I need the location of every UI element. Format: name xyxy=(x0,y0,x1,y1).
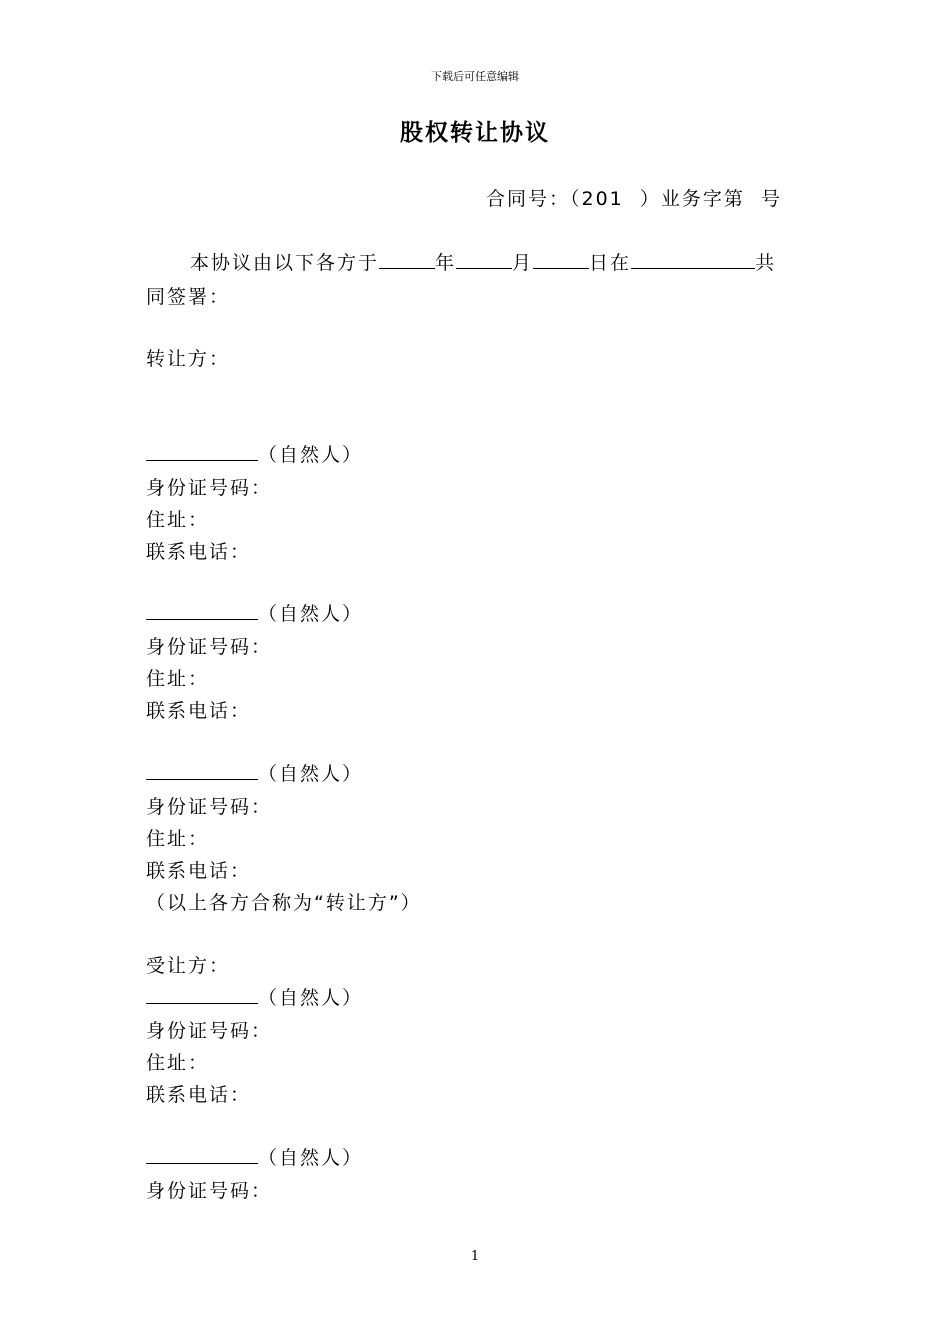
transferee-heading: 受让方： xyxy=(146,955,231,977)
person-label: （自然人） xyxy=(258,763,364,785)
blank-place[interactable] xyxy=(631,250,755,269)
id-label: 身份证号码： xyxy=(146,1020,273,1042)
party-name-line xyxy=(146,1143,363,1170)
party-name-blank[interactable] xyxy=(146,601,258,620)
person-label: （自然人） xyxy=(258,603,364,625)
intro-line xyxy=(146,248,776,275)
id-label: 身份证号码： xyxy=(146,796,273,818)
document-title: 股权转让协议 xyxy=(400,120,550,146)
address-label: 住址： xyxy=(146,828,210,850)
contract-number: 合同号：（201 ）业务字第 号 xyxy=(486,188,782,210)
transferor-summary: （以上各方合称为“转让方”） xyxy=(146,892,422,914)
phone-label: 联系电话： xyxy=(146,1084,252,1106)
party-name-blank[interactable] xyxy=(146,442,258,461)
intro-tail: 共 xyxy=(755,252,777,274)
id-label: 身份证号码： xyxy=(146,636,273,658)
intro-day: 日在 xyxy=(589,252,632,274)
intro-year: 年 xyxy=(435,252,457,274)
blank-month[interactable] xyxy=(456,250,512,269)
id-label: 身份证号码： xyxy=(146,477,273,499)
party-name-blank[interactable] xyxy=(146,761,258,780)
header-note: 下载后可任意编辑 xyxy=(431,70,519,83)
transferor-heading: 转让方： xyxy=(146,348,231,370)
intro-lead: 本协议由以下各方于 xyxy=(190,252,380,274)
page-number: 1 xyxy=(470,1249,480,1264)
person-label: （自然人） xyxy=(258,987,364,1009)
party-name-line xyxy=(146,599,363,626)
phone-label: 联系电话： xyxy=(146,541,252,563)
person-label: （自然人） xyxy=(258,1147,364,1169)
address-label: 住址： xyxy=(146,668,210,690)
blank-day[interactable] xyxy=(533,250,589,269)
party-name-blank[interactable] xyxy=(146,1145,258,1164)
party-name-line xyxy=(146,759,363,786)
person-label: （自然人） xyxy=(258,444,364,466)
intro-month: 月 xyxy=(512,252,534,274)
blank-year[interactable] xyxy=(379,250,435,269)
phone-label: 联系电话： xyxy=(146,860,252,882)
address-label: 住址： xyxy=(146,1052,210,1074)
address-label: 住址： xyxy=(146,509,210,531)
phone-label: 联系电话： xyxy=(146,700,252,722)
party-name-line xyxy=(146,983,363,1010)
party-name-blank[interactable] xyxy=(146,985,258,1004)
party-name-line xyxy=(146,440,363,467)
id-label: 身份证号码： xyxy=(146,1180,273,1202)
intro-line-2: 同签署： xyxy=(146,286,231,308)
